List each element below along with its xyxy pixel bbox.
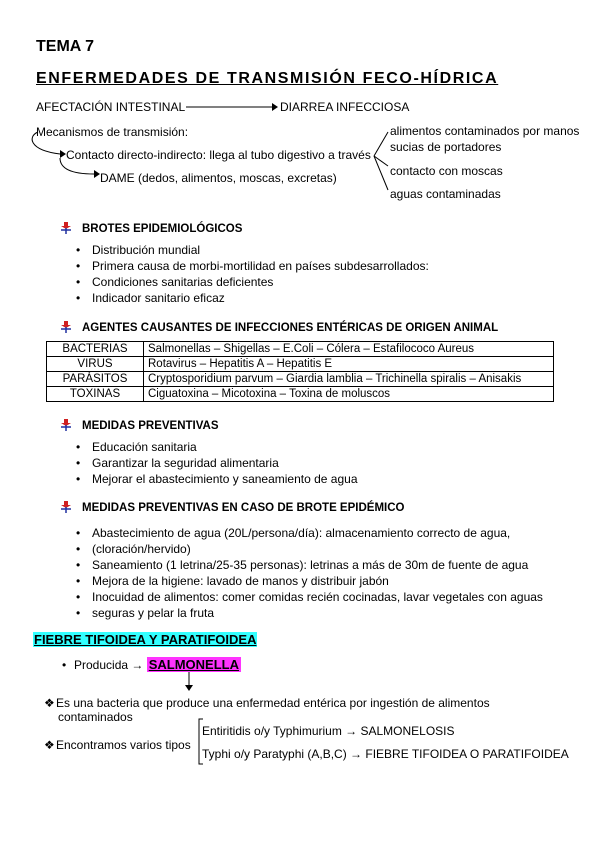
pushpin-bullet-icon xyxy=(60,221,74,234)
brotes-list xyxy=(74,242,429,306)
branch-connector xyxy=(372,126,392,198)
medidas-brote-title-text: MEDIDAS PREVENTIVAS EN CASO DE BROTE EPIDÉMICO xyxy=(82,502,405,514)
table-cell-value: Cryptosporidium parvum – Giardia lamblia – Trichinella spiralis – Anisakis xyxy=(144,372,554,387)
table-cell-category: VIRUS xyxy=(47,357,144,372)
arrow-afectacion-diarrea xyxy=(186,100,278,114)
doc-tema: TEMA 7 xyxy=(36,38,95,55)
pushpin-bullet-icon xyxy=(60,320,74,333)
medidas-brote-list xyxy=(74,525,543,621)
table-row xyxy=(47,357,554,372)
diarrea-text: DIARREA INFECCIOSA xyxy=(280,100,410,114)
agentes-table xyxy=(46,341,554,402)
list-item: • Inocuidad de alimentos: comer comidas recién cocinadas, lavar vegetales con aguas xyxy=(74,589,543,605)
list-item: • Garantizar la seguridad alimentaria xyxy=(74,455,358,471)
medidas-title-text: MEDIDAS PREVENTIVAS xyxy=(82,420,219,432)
diamond-bullet-icon: ❖ xyxy=(44,696,55,710)
salmonella-highlight: SALMONELLA xyxy=(148,657,239,672)
mecanismos-text: Mecanismos de transmisión: xyxy=(36,125,189,139)
table-cell-value: Ciguatoxina – Micotoxina – Toxina de moluscos xyxy=(144,387,554,402)
arrow-down-salmonella xyxy=(184,672,194,692)
list-item-continuation: • (cloración/hervido) xyxy=(74,541,543,557)
diamond-bullet-icon: ❖ xyxy=(44,738,55,752)
list-item: • Condiciones sanitarias deficientes xyxy=(74,274,429,290)
brotes-title xyxy=(60,221,242,235)
bacteria-line2: contaminados xyxy=(58,710,133,724)
list-item: • Saneamiento (1 letrina/25-35 personas): letrinas a más de 30m de fuente de agua xyxy=(74,557,543,573)
pushpin-bullet-icon xyxy=(60,500,74,513)
table-row xyxy=(47,372,554,387)
agentes-title-text: AGENTES CAUSANTES DE INFECCIONES ENTÉRICAS DE ORIGEN ANIMAL xyxy=(82,322,499,334)
medidas-title xyxy=(60,418,219,432)
afectacion-text: AFECTACIÓN INTESTINAL xyxy=(36,100,186,114)
tipo-salmonelosis: Entiritidis o/y Typhimurium → SALMONELOSIS xyxy=(202,724,455,738)
list-item: • Mejorar el abastecimiento y saneamiento de agua xyxy=(74,471,358,487)
list-item-continuation: • seguras y pelar la fruta xyxy=(74,605,543,621)
fiebre-heading: FIEBRE TIFOIDEA Y PARATIFOIDEA xyxy=(34,632,257,647)
list-item: • Distribución mundial xyxy=(74,242,429,258)
table-cell-value: Salmonellas – Shigellas – E.Coli – Cólera – Estafilococo Aureus xyxy=(144,342,554,357)
medidas-brote-title xyxy=(60,500,404,514)
mecanismos-connector xyxy=(24,128,104,182)
list-item: • Mejora de la higiene: lavado de manos y distribuir jabón xyxy=(74,573,543,589)
table-cell-category: BACTERIAS xyxy=(47,342,144,357)
medidas-list xyxy=(74,439,358,487)
contacto-text: Contacto directo-indirecto: llega al tubo digestivo a través xyxy=(66,148,371,162)
doc-title: ENFERMEDADES DE TRANSMISIÓN FECO-HÍDRICA xyxy=(36,70,499,87)
branch-alimentos: alimentos contaminados por manos xyxy=(390,124,580,138)
table-row xyxy=(47,387,554,402)
bacteria-line1: ❖Es una bacteria que produce una enfermedad entérica por ingestión de alimentos xyxy=(44,696,490,710)
list-item: • Educación sanitaria xyxy=(74,439,358,455)
pushpin-bullet-icon xyxy=(60,418,74,431)
agentes-title xyxy=(60,320,498,334)
producida-line xyxy=(62,657,241,672)
brotes-title-text: BROTES EPIDEMIOLÓGICOS xyxy=(82,223,243,235)
table-row xyxy=(47,342,554,357)
branch-moscas: contacto con moscas xyxy=(390,164,503,178)
producida-text: Producida → xyxy=(74,658,144,672)
list-item: • Indicador sanitario eficaz xyxy=(74,290,429,306)
table-cell-category: PARÁSITOS xyxy=(47,372,144,387)
table-cell-category: TOXINAS xyxy=(47,387,144,402)
bullet-dot: • xyxy=(62,658,67,672)
table-cell-value: Rotavirus – Hepatitis A – Hepatitis E xyxy=(144,357,554,372)
dame-text: DAME (dedos, alimentos, moscas, excretas) xyxy=(100,171,337,185)
tipo-fiebre: Typhi o/y Paratyphi (A,B,C) → FIEBRE TIFOIDEA O PARATIFOIDEA xyxy=(202,747,569,761)
tipos-line: ❖Encontramos varios tipos xyxy=(44,738,191,752)
list-item: • Abastecimiento de agua (20L/persona/día): almacenamiento correcto de agua, xyxy=(74,525,543,541)
branch-aguas: aguas contaminadas xyxy=(390,187,501,201)
list-item: • Primera causa de morbi-mortilidad en países subdesarrollados: xyxy=(74,258,429,274)
branch-sucias: sucias de portadores xyxy=(390,140,502,154)
